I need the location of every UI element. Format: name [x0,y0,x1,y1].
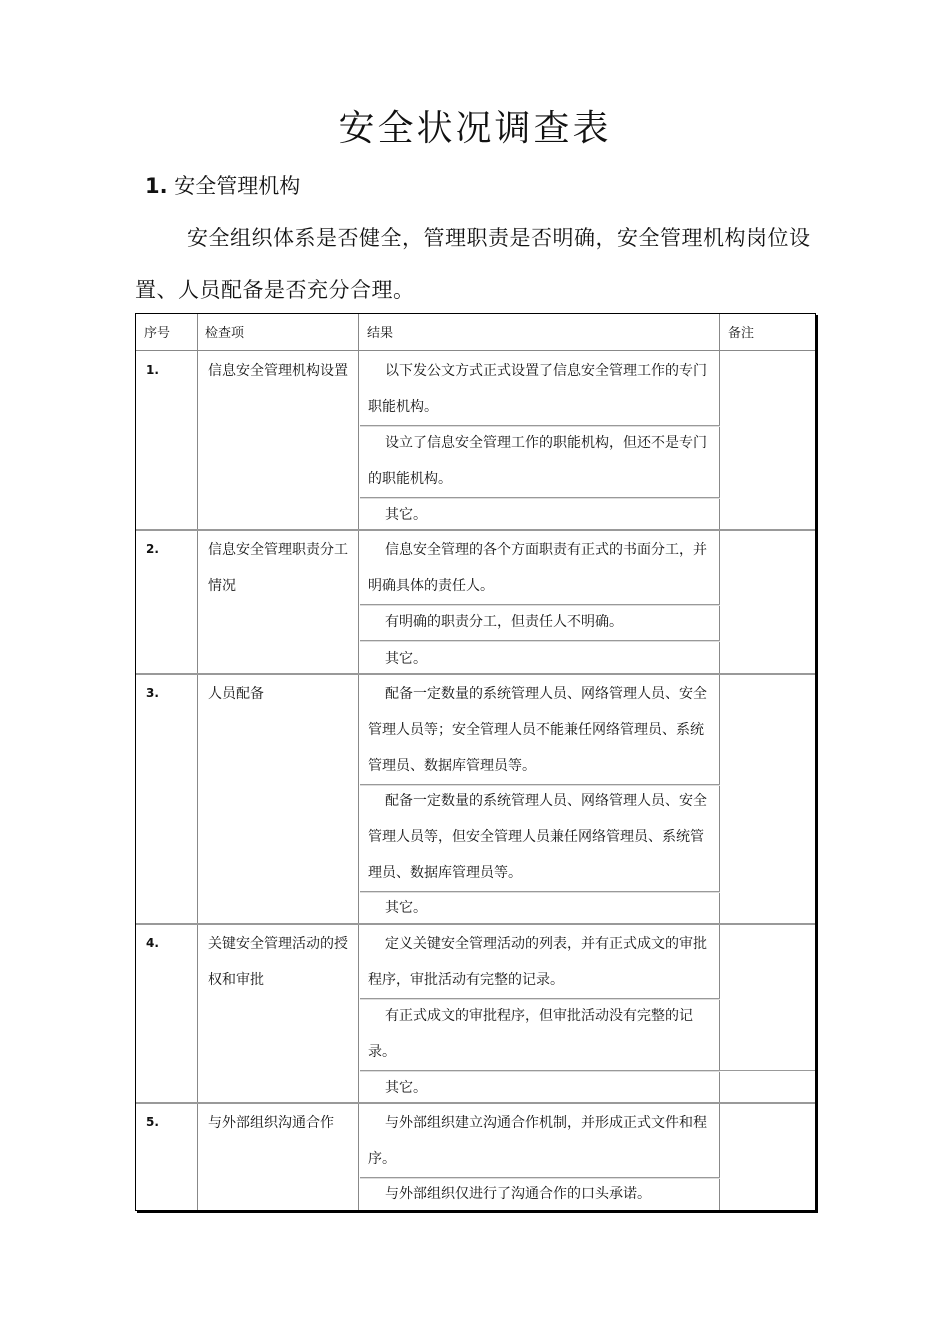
result-option: 其它。 [385,507,427,523]
header-no: 序号 [136,314,197,351]
result-option: 设立了信息安全管理工作的职能机构，但还不是专门的职能机构。 [360,425,720,498]
row-number: 1. [146,363,159,377]
result-option: 配备一定数量的系统管理人员、网络管理人员、安全管理人员等；安全管理人员不能兼任网络管理员、系统管理员、数据库管理员等。 [360,676,720,785]
row-number: 3. [146,686,159,700]
result-option: 有正式成文的审批程序，但审批活动没有完整的记录。 [360,998,720,1071]
check-item: 与外部组织沟通合作 [208,1115,334,1131]
section-title: 安全管理机构 [174,174,301,198]
row-number: 4. [146,936,159,950]
result-option: 定义关键安全管理活动的列表，并有正式成文的审批程序，审批活动有完整的记录。 [360,926,720,999]
result-option: 信息安全管理的各个方面职责有正式的书面分工，并明确具体的责任人。 [360,532,720,605]
header-item: 检查项 [197,314,359,351]
column-divider [197,314,198,1210]
inspection-table [135,313,816,1211]
result-option: 有明确的职责分工，但责任人不明确。 [360,604,720,641]
check-item: 信息安全管理机构设置 [208,363,348,379]
result-option: 其它。 [385,1080,427,1096]
page-title: 安全状况调查表 [338,108,612,149]
check-item: 关键安全管理活动的授权和审批 [208,936,348,988]
result-option: 其它。 [385,651,427,667]
header-note: 备注 [720,314,815,351]
result-option: 与外部组织仅进行了沟通合作的口头承诺。 [385,1186,651,1202]
row-number: 2. [146,542,159,556]
note-cell [720,998,815,1071]
check-item: 人员配备 [208,686,264,702]
check-item: 信息安全管理职责分工情况 [208,542,348,594]
intro-paragraph: 安全组织体系是否健全，管理职责是否明确，安全管理机构岗位设置、人员配备是否充分合理。 [135,226,811,302]
column-divider [358,314,359,1210]
header-result: 结果 [359,314,720,351]
section-heading [145,170,300,200]
section-number: 1. [145,174,168,198]
result-option: 以下发公文方式正式设置了信息安全管理工作的专门职能机构。 [360,353,720,426]
result-option: 配备一定数量的系统管理人员、网络管理人员、安全管理人员等，但安全管理人员兼任网络管理员、系统管理员、数据库管理员等。 [360,783,720,892]
result-option: 其它。 [385,900,427,916]
result-option: 与外部组织建立沟通合作机制，并形成正式文件和程序。 [360,1105,720,1178]
row-number: 5. [146,1115,159,1129]
